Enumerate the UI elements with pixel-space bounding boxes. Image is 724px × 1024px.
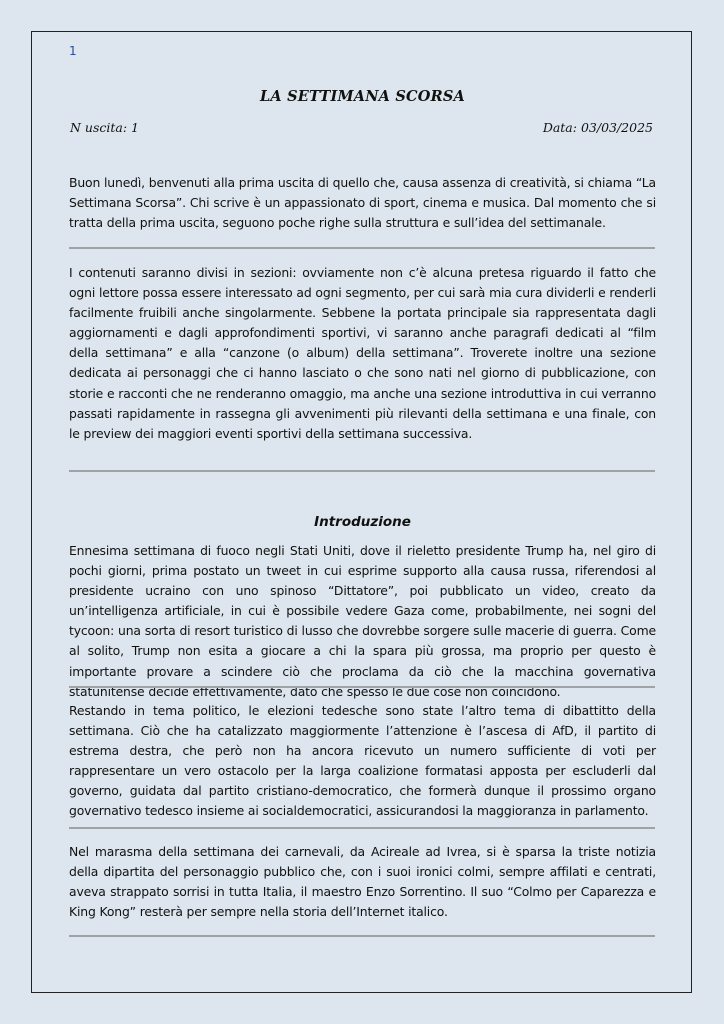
germany-paragraph: Restando in tema politico, le elezioni tedesche sono state l’altro tema di dibattitto della settimana. Ciò che ha catalizzato maggiormente l’attenzione è l’ascesa di AfD, il partito di estrema destra, che però non ha ancora ricevuto un numero sufficiente di voti per rappresentare un vero ostacolo per la larga coalizione formatasi apposta per escluderli dal governo, guidata dal partito cristiano-democratico, che formerà dunque il prossimo organo governativo tedesco insieme ai socialdemocratici, assicurandosi la maggioranza in parlamento. [69, 703, 656, 819]
divider [69, 247, 655, 249]
newsletter-title: LA SETTIMANA SCORSA [260, 88, 465, 105]
divider [69, 470, 655, 472]
divider [69, 686, 655, 688]
document-page [31, 31, 692, 993]
divider [69, 935, 655, 937]
usa-paragraph: Ennesima settimana di fuoco negli Stati Uniti, dove il rieletto presidente Trump ha, nel giro di pochi giorni, prima postato un tweet in cui esprime supporto alla causa russa, riferendosi al presidente ucraino con uno spinoso “Dittatore”, poi pubblicato un video, creato da un’intelligenza artificiale, in cui è possibile vedere Gaza come, probabilmente, nei sogni del tycoon: una sorta di resort turistico di lusso che dovrebbe sorgere sulle macerie di guerra. Come al solito, Trump non esita a giocare a chi la spara più grossa, ma proprio per questo è importante provare a scindere ciò che proclama da ciò che la macchina governativa statunitense decide effettivamente, dato che spesso le due cose non coincidono. [69, 543, 656, 699]
divider [69, 827, 655, 829]
welcome-paragraph: Buon lunedì, benvenuti alla prima uscita di quello che, causa assenza di creatività, si chiama “La Settimana Scorsa”. Chi scrive è un appassionato di sport, cinema e musica. Dal momento che si tratta della prima uscita, seguono poche righe sulla struttura e sull’idea del settimanale. [69, 175, 656, 231]
structure-paragraph: I contenuti saranno divisi in sezioni: ovviamente non c’è alcuna pretesa riguardo il fatto che ogni lettore possa essere interessato ad ogni segmento, per cui sarà mia cura dividerli e renderli facilmente fruibili anche singolarmente. Sebbene la portata principale sia rappresentata dagli aggiornamenti e dagli approfondimenti sportivi, vi saranno anche paragrafi dedicati al “film della settimana” e alla “canzone (o album) della settimana”. Troverete inoltre una sezione dedicata ai personaggi che ci hanno lasciato o che sono nati nel giorno di pubblicazione, con storie e racconti che ne renderanno omaggio, ma anche una sezione introduttiva in cui verranno passati rapidamente in rassegna gli avvenimenti più rilevanti della settimana e una finale, con le preview dei maggiori eventi sportivi della settimana successiva. [69, 265, 656, 441]
section-heading-introduzione: Introduzione [314, 514, 411, 530]
page-number: 1 [69, 44, 77, 58]
issue-date: Data: 03/03/2025 [542, 120, 653, 135]
issue-number: N uscita: 1 [70, 120, 139, 135]
sorrentino-paragraph: Nel marasma della settimana dei carnevali, da Acireale ad Ivrea, si è sparsa la triste notizia della dipartita del personaggio pubblico che, con i suoi ironici colmi, sempre affilati e centrati, aveva strappato sorrisi in tutta Italia, il maestro Enzo Sorrentino. Il suo “Colmo per Caparezza e King Kong” resterà per sempre nella storia dell’Internet italico. [69, 844, 656, 920]
